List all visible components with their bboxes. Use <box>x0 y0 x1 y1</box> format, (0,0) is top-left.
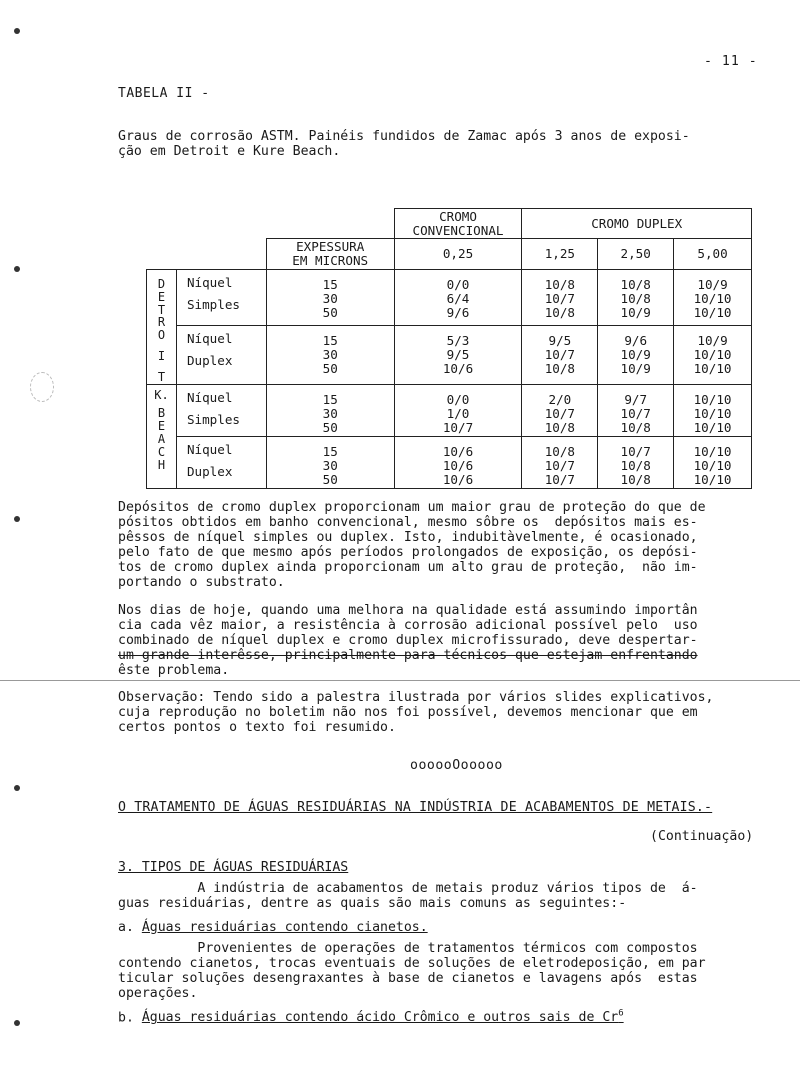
header-cromo-convencional: CROMO CONVENCIONAL <box>394 209 522 239</box>
material-cell: Níquel Simples <box>176 270 266 326</box>
binder-mark <box>14 28 20 34</box>
value-cell: 10/9 10/10 10/10 <box>674 270 752 326</box>
value-cell: 9/6 10/9 10/9 <box>598 326 674 384</box>
material-cell: Níquel Simples <box>176 384 266 436</box>
item-a: a. Águas residuárias contendo cianetos. <box>118 920 428 935</box>
corrosion-table <box>146 208 752 489</box>
paragraph-observation: Observação: Tendo sido a palestra ilustrada por vários slides explicativos, cuja reprodução no boletim não nos foi possível, devemos mencionar que em certos pontos o texto foi resumido. <box>118 690 714 735</box>
value-cell: 0/0 1/0 10/7 <box>394 384 522 436</box>
paragraph-types: A indústria de acabamentos de metais produz vários tipos de á- guas residuárias, dentre as quais são mais comuns as seguintes:- <box>118 881 698 911</box>
header-col: 0,25 <box>394 239 522 270</box>
binder-mark <box>14 1020 20 1026</box>
value-cell: 10/10 10/10 10/10 <box>674 384 752 436</box>
paragraph-current-days: Nos dias de hoje, quando uma melhora na qualidade está assumindo importân cia cada vêz maior, a resistência à corrosão adicional possível pelo uso combinado de níquel duplex e cromo duplex microfissurado, deve despertar- um grande interêsse, principalmente para técnicos que estejam enfrentando êste problema. <box>118 603 698 678</box>
header-col: 5,00 <box>674 239 752 270</box>
microns-cell: 15 30 50 <box>266 384 394 436</box>
value-cell: 10/8 10/7 10/7 <box>522 436 598 488</box>
value-cell: 10/6 10/6 10/6 <box>394 436 522 488</box>
paragraph-cyanides: Provenientes de operações de tratamentos térmicos com compostos contendo cianetos, trocas eventuais de soluções de eletrodeposição, em par ticular soluções desengraxantes à base de cianetos e lavagens após estas operações. <box>118 941 706 1001</box>
value-cell: 10/10 10/10 10/10 <box>674 436 752 488</box>
binder-mark <box>14 266 20 272</box>
material-cell: Níquel Duplex <box>176 326 266 384</box>
value-cell: 5/3 9/5 10/6 <box>394 326 522 384</box>
item-a-title: Águas residuárias contendo cianetos. <box>141 920 428 935</box>
city-kure-beach: K. B E A C H <box>147 384 177 488</box>
value-cell: 2/0 10/7 10/8 <box>522 384 598 436</box>
binder-mark <box>14 785 20 791</box>
caption-line: Graus de corrosão ASTM. Painéis fundidos de Zamac após 3 anos de exposi- <box>118 129 690 144</box>
header-col: 2,50 <box>598 239 674 270</box>
header-col: 1,25 <box>522 239 598 270</box>
microns-cell: 15 30 50 <box>266 326 394 384</box>
item-b: b. Águas residuárias contendo ácido Crômico e outros sais de Cr$^6$ <box>118 1009 624 1026</box>
city-detroit: D E T R O I T <box>147 270 177 385</box>
value-cell: 10/8 10/7 10/8 <box>522 270 598 326</box>
section-heading: O TRATAMENTO DE ÁGUAS RESIDUÁRIAS NA INDÚSTRIA DE ACABAMENTOS DE METAIS.- <box>118 800 713 815</box>
item-b-title: Águas residuárias contendo ácido Crômico e outros sais de Cr$^6$ <box>141 1009 624 1026</box>
value-cell: 10/7 10/8 10/8 <box>598 436 674 488</box>
value-cell: 10/9 10/10 10/10 <box>674 326 752 384</box>
separator: oooooOooooo <box>410 758 503 773</box>
punch-hole <box>30 372 54 402</box>
value-cell: 10/8 10/8 10/9 <box>598 270 674 326</box>
value-cell: 0/0 6/4 9/6 <box>394 270 522 326</box>
caption-line: ção em Detroit e Kure Beach. <box>118 144 341 159</box>
material-cell: Níquel Duplex <box>176 436 266 488</box>
header-cromo-duplex: CROMO DUPLEX <box>522 209 752 239</box>
header-thickness: EXPESSURA EM MICRONS <box>266 239 394 270</box>
continuation-label: (Continuação) <box>650 829 754 844</box>
table-label: TABELA II - <box>118 86 210 101</box>
microns-cell: 15 30 50 <box>266 436 394 488</box>
subsection-title: 3. TIPOS DE ÁGUAS RESIDUÁRIAS <box>118 860 349 875</box>
binder-mark <box>14 516 20 522</box>
microns-cell: 15 30 50 <box>266 270 394 326</box>
fold-line <box>0 680 800 681</box>
table-caption <box>118 129 758 159</box>
value-cell: 9/5 10/7 10/8 <box>522 326 598 384</box>
page-number: - 11 - <box>704 54 758 69</box>
value-cell: 9/7 10/7 10/8 <box>598 384 674 436</box>
paragraph-duplex-chrome: Depósitos de cromo duplex proporcionam um maior grau de proteção do que de pósitos obtidos em banho convencional, mesmo sôbre os depósitos mais es- pêssos de níquel simples ou duplex. Isto, indubitàvelmente, é ocasionado, pelo fato de que mesmo após períodos prolongados de exposição, os depósi- tos de cromo duplex ainda proporcionam um alto grau de proteção, não im- portando o substrato. <box>118 500 706 590</box>
